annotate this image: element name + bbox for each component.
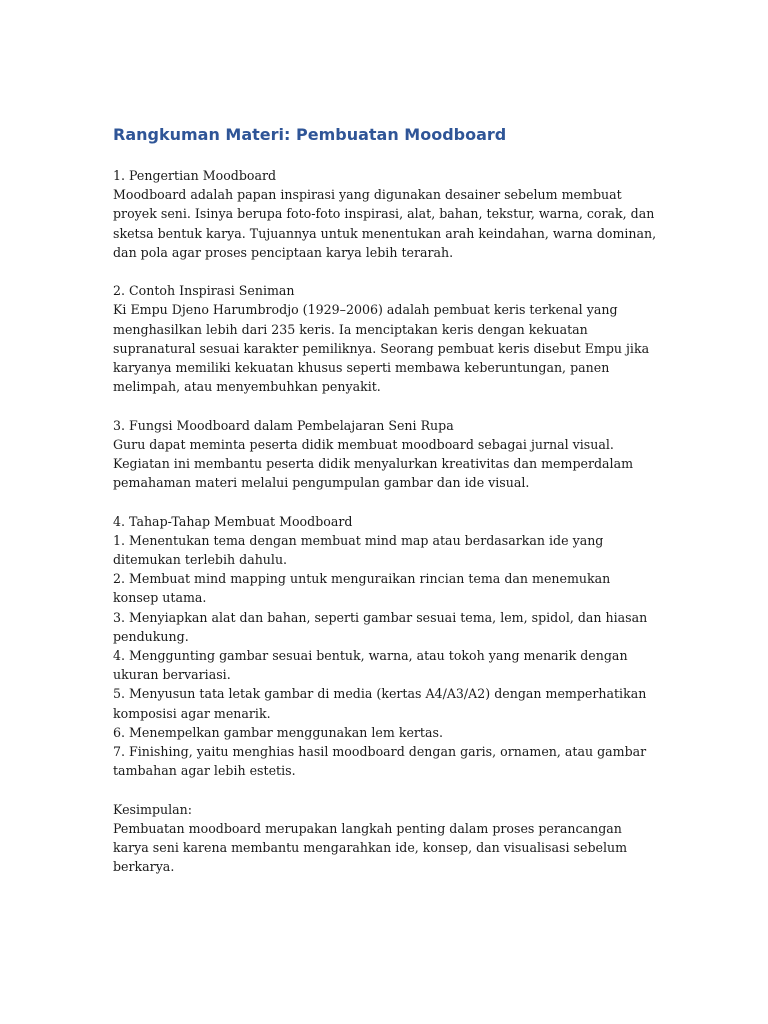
list-item: 5. Menyusun tata letak gambar di media (kertas A4/A3/A2) dengan memperhatikan komposisi agar menarik. <box>113 686 647 721</box>
section-heading: 4. Tahap-Tahap Membuat Moodboard <box>113 513 353 529</box>
section-fungsi <box>113 416 658 493</box>
section-pengertian <box>113 166 658 262</box>
list-item: 2. Membuat mind mapping untuk menguraikan rincian tema dan menemukan konsep utama. <box>113 571 611 606</box>
list-item: 7. Finishing, yaitu menghias hasil moodboard dengan garis, ornamen, atau gambar tambahan agar lebih estetis. <box>113 744 647 779</box>
list-item: 3. Menyiapkan alat dan bahan, seperti gambar sesuai tema, lem, spidol, dan hiasan pendukung. <box>113 609 648 644</box>
section-heading: Kesimpulan: <box>113 801 193 817</box>
section-body: Pembuatan moodboard merupakan langkah penting dalam proses perancangan karya seni karena membantu mengarahkan ide, konsep, dan visualisasi sebelum berkarya. <box>113 820 628 875</box>
section-heading: 2. Contoh Inspirasi Seniman <box>113 283 295 299</box>
section-body: Moodboard adalah papan inspirasi yang digunakan desainer sebelum membuat proyek seni. Isinya berupa foto-foto inspirasi, alat, bahan, tekstur, warna, corak, dan sketsa bentuk karya. Tujuannya untuk menentukan arah keindahan, warna dominan, dan pola agar proses penciptaan karya lebih terarah. <box>113 187 657 260</box>
section-contoh-inspirasi <box>113 281 658 396</box>
section-body: Ki Empu Djeno Harumbrodjo (1929–2006) adalah pembuat keris terkenal yang menghasilkan lebih dari 235 keris. Ia menciptakan keris dengan kekuatan supranatural sesuai karakter pemiliknya. Seorang pembuat keris disebut Empu jika karyanya memiliki kekuatan khusus seperti membawa keberuntungan, panen melimpah, atau menyembuhkan penyakit. <box>113 302 650 395</box>
steps-list <box>113 531 658 781</box>
list-item: 6. Menempelkan gambar menggunakan lem kertas. <box>113 724 443 740</box>
list-item: 4. Menggunting gambar sesuai bentuk, warna, atau tokoh yang menarik dengan ukuran bervariasi. <box>113 648 628 683</box>
section-heading: 3. Fungsi Moodboard dalam Pembelajaran Seni Rupa <box>113 417 454 433</box>
list-item: 1. Menentukan tema dengan membuat mind map atau berdasarkan ide yang ditemukan terlebih dahulu. <box>113 532 604 568</box>
section-kesimpulan <box>113 800 658 877</box>
section-body: Guru dapat meminta peserta didik membuat moodboard sebagai jurnal visual. Kegiatan ini membantu peserta didik menyalurkan kreativitas dan memperdalam pemahaman materi melalui pengumpulan gambar dan ide visual. <box>113 436 634 491</box>
section-tahap <box>113 512 658 781</box>
document-page <box>113 124 658 896</box>
section-heading: 1. Pengertian Moodboard <box>113 168 277 183</box>
document-title: Rangkuman Materi: Pembuatan Moodboard <box>113 125 507 144</box>
